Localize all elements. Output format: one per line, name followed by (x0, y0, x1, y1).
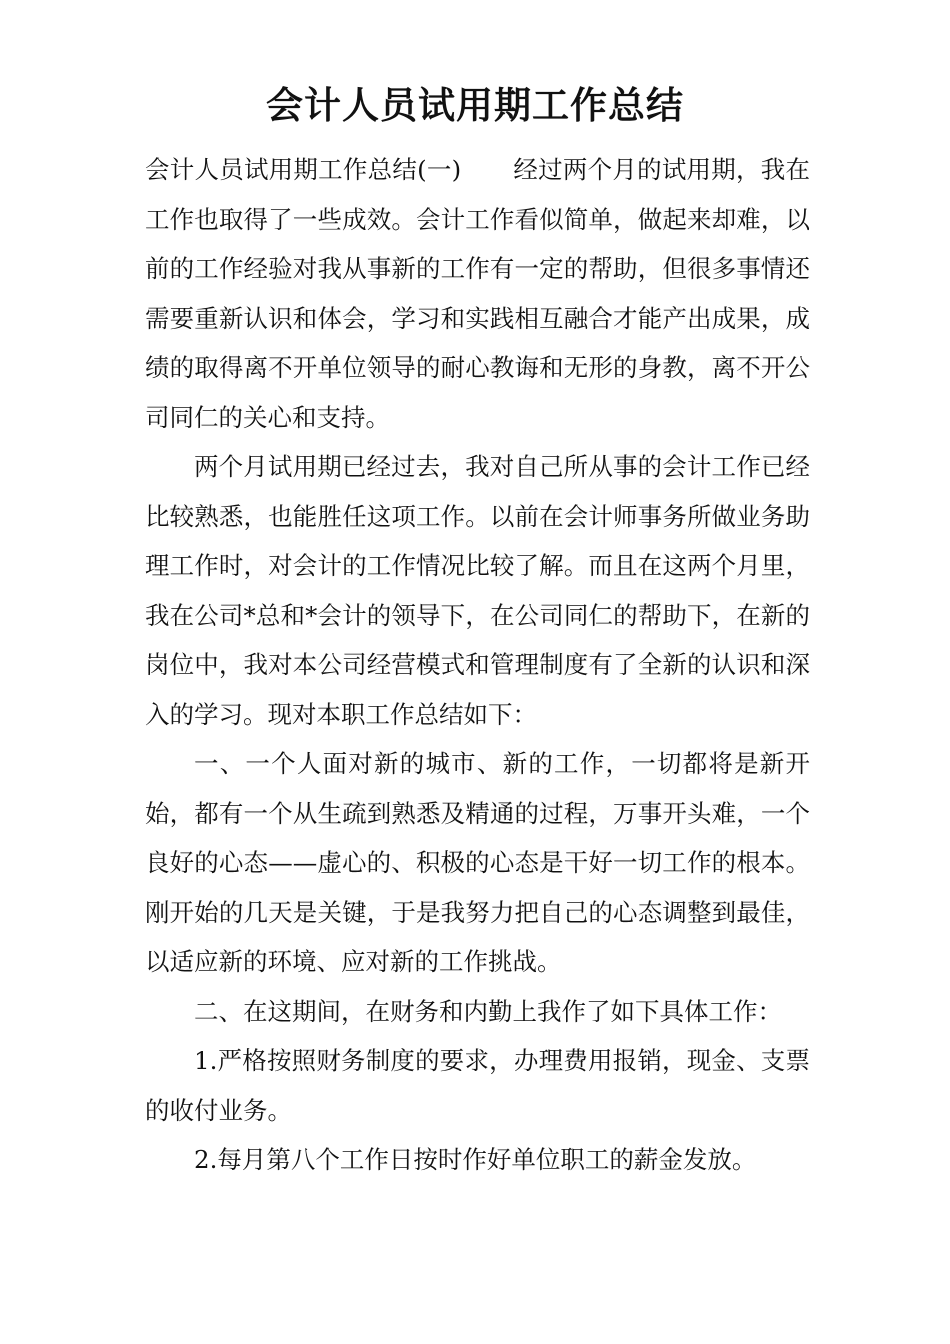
paragraph-4: 二、在这期间，在财务和内勤上我作了如下具体工作： (194, 996, 782, 1026)
paragraph-5: 1.严格按照财务制度的要求，办理费用报销，现金、支票的收付业务。 (145, 1046, 810, 1125)
paragraph-3: 一、一个人面对新的城市、新的工作，一切都将是新开始，都有一个从生疏到熟悉及精通的过程，万事开头难，一个良好的心态——虚心的、积极的心态是干好一切工作的根本。刚开始的几天是关键，于是我努力把自己的心态调整到最佳，以适应新的环境、应对新的工作挑战。 (145, 749, 810, 976)
paragraph-1 (145, 145, 810, 442)
paragraph-6: 2.每月第八个工作日按时作好单位职工的薪金发放。 (194, 1145, 757, 1174)
section-lead: 会计人员试用期工作总结(一) (145, 155, 462, 184)
document-body (145, 145, 810, 1185)
paragraph-1-text: 经过两个月的试用期，我在工作也取得了一些成效。会计工作看似简单，做起来却难，以前的工作经验对我从事新的工作有一定的帮助，但很多事情还需要重新认识和体会，学习和实践相互融合才能产出成果，成绩的取得离不开单位领导的耐心教诲和无形的身教，离不开公司同仁的关心和支持。 (145, 155, 810, 432)
paragraph-2: 两个月试用期已经过去，我对自己所从事的会计工作已经比较熟悉，也能胜任这项工作。以前在会计师事务所做业务助理工作时，对会计的工作情况比较了解。而且在这两个月里，我在公司*总和*会计的领导下，在公司同仁的帮助下，在新的岗位中，我对本公司经营模式和管理制度有了全新的认识和深入的学习。现对本职工作总结如下： (145, 452, 810, 729)
document-title: 会计人员试用期工作总结 (266, 84, 684, 127)
